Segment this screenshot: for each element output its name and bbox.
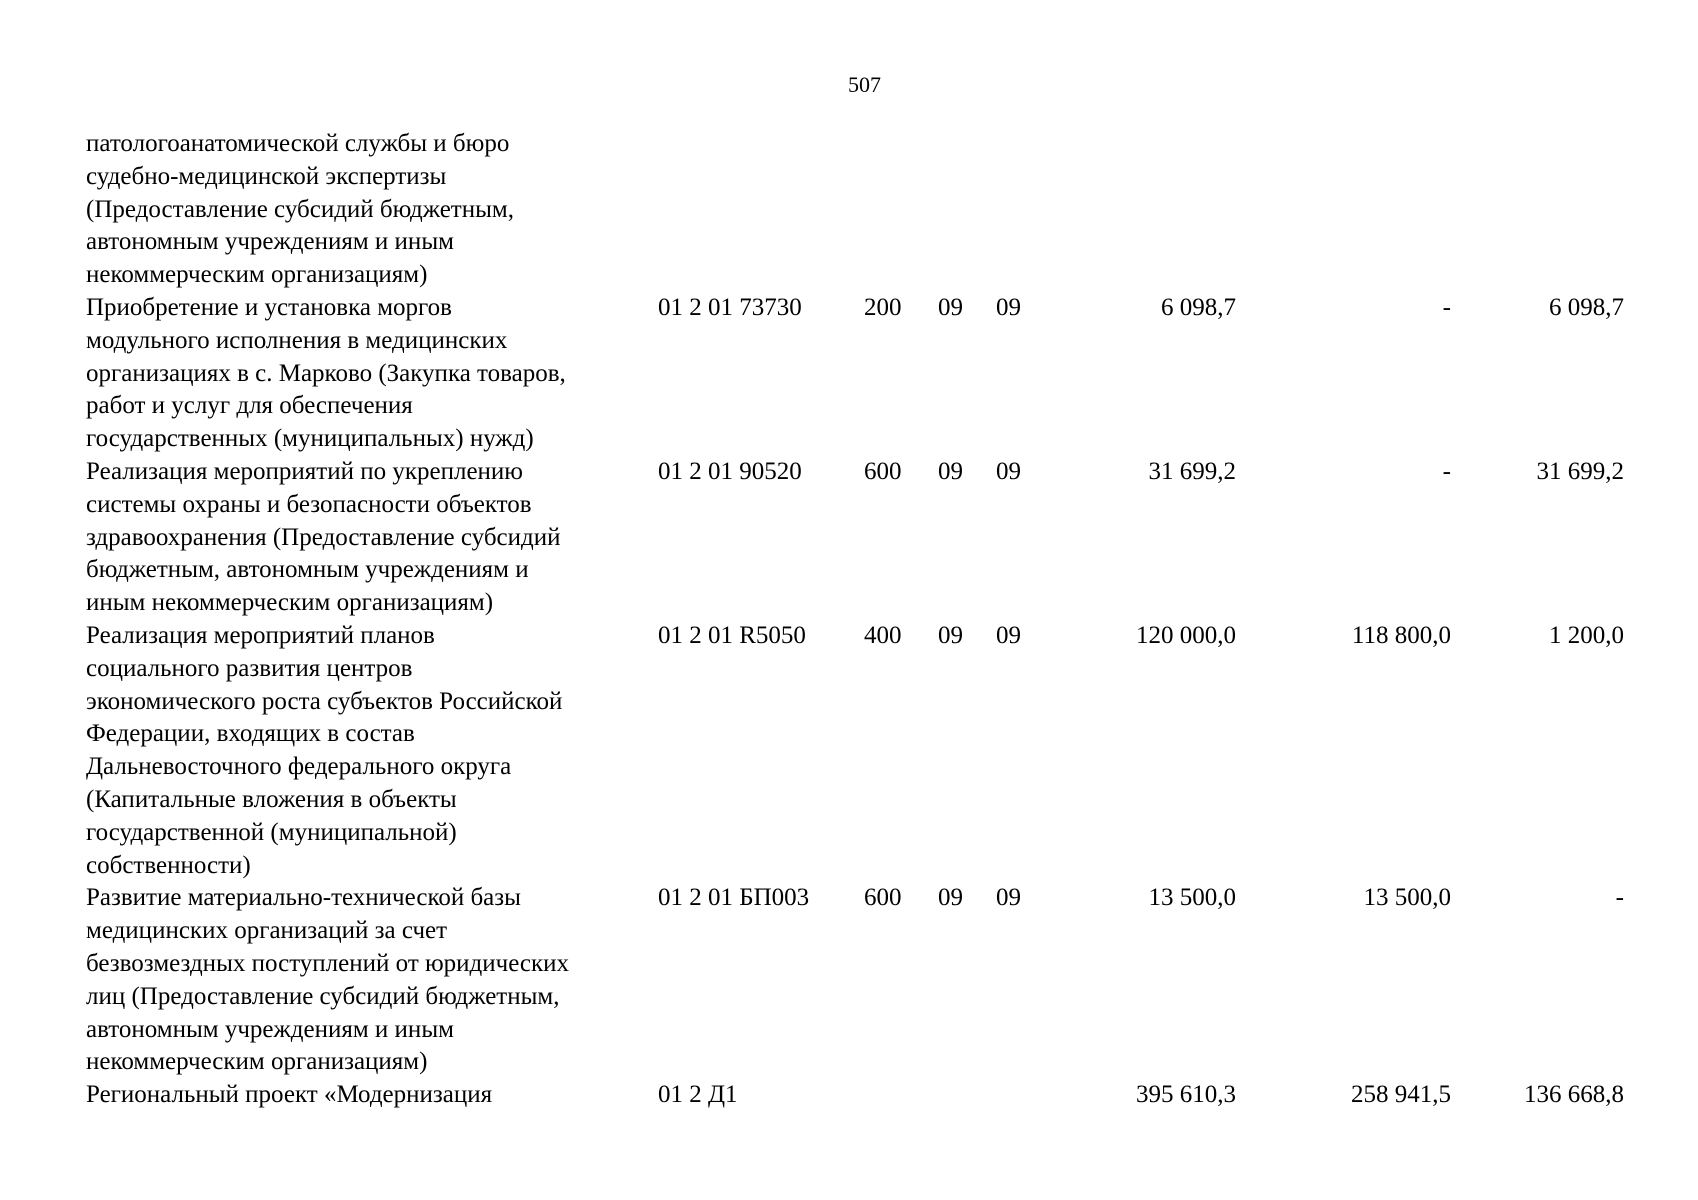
row-regional: 31 699,2 (1536, 457, 1624, 485)
row-total: 6 098,7 (1161, 293, 1236, 321)
table-row (86, 1079, 1626, 1112)
row-regional: 6 098,7 (1549, 293, 1624, 321)
row-vr: 600 (864, 457, 902, 485)
page-number: 507 (848, 72, 881, 97)
row-federal: 13 500,0 (1363, 884, 1451, 912)
row-name: Реализация мероприятий планов социального развития центров экономического роста субъектов Российской Федерации, входящих в состав Дальневосточного федерального округа (Капитальные вложения в объекты государственной (муниципальной) собственности) (86, 621, 563, 879)
row-total: 120 000,0 (1136, 621, 1236, 649)
table-row (86, 882, 1626, 1079)
row-csr: 01 2 01 БП003 (658, 884, 810, 912)
table-row (86, 456, 1626, 620)
row-name: Региональный проект «Модернизация (86, 1081, 493, 1109)
row-regional: 1 200,0 (1549, 621, 1624, 649)
row-csr: 01 2 01 R5050 (658, 621, 806, 649)
row-rz: 09 (938, 884, 963, 912)
row-name: Приобретение и установка моргов модульного исполнения в медицинских организациях в с. Марково (Закупка товаров, работ и услуг для обеспечения государственных (муниципальных) нужд) (86, 293, 566, 453)
row-csr: 01 2 01 73730 (658, 293, 802, 321)
row-pr: 09 (996, 884, 1021, 912)
row-vr: 400 (864, 621, 902, 649)
row-rz: 09 (938, 293, 963, 321)
budget-table (86, 128, 1626, 1112)
row-federal: 258 941,5 (1351, 1081, 1451, 1109)
row-federal: - (1442, 457, 1451, 485)
row-federal: 118 800,0 (1351, 621, 1451, 649)
row-regional: 136 668,8 (1524, 1081, 1624, 1109)
row-rz: 09 (938, 621, 963, 649)
row-total: 395 610,3 (1136, 1081, 1236, 1109)
row-csr: 01 2 Д1 (658, 1081, 738, 1109)
row-pr: 09 (996, 457, 1021, 485)
row-csr: 01 2 01 90520 (658, 457, 802, 485)
row-pr: 09 (996, 293, 1021, 321)
row-pr: 09 (996, 621, 1021, 649)
row-total: 13 500,0 (1148, 884, 1236, 912)
row-federal: - (1442, 293, 1451, 321)
row-regional: - (1615, 884, 1624, 912)
row-rz: 09 (938, 457, 963, 485)
row-vr: 200 (864, 293, 902, 321)
row-total: 31 699,2 (1148, 457, 1236, 485)
continued-row-name: патологоанатомической службы и бюро судебно-медицинской экспертизы (Предоставление субсидий бюджетным, автономным учреждениям и иным некоммерческим организациям) (86, 130, 514, 289)
row-name: Реализация мероприятий по укреплению системы охраны и безопасности объектов здравоохранения (Предоставление субсидий бюджетным, автономным учреждениям и иным некоммерческим организациям) (86, 457, 561, 617)
row-vr: 600 (864, 884, 902, 912)
row-name: Развитие материально-технической базы медицинских организаций за счет безвозмездных поступлений от юридических лиц (Предоставление субсидий бюджетным, автономным учреждениям и иным некоммерческим организациям) (86, 884, 570, 1076)
table-row (86, 620, 1626, 882)
table-row (86, 292, 1626, 456)
